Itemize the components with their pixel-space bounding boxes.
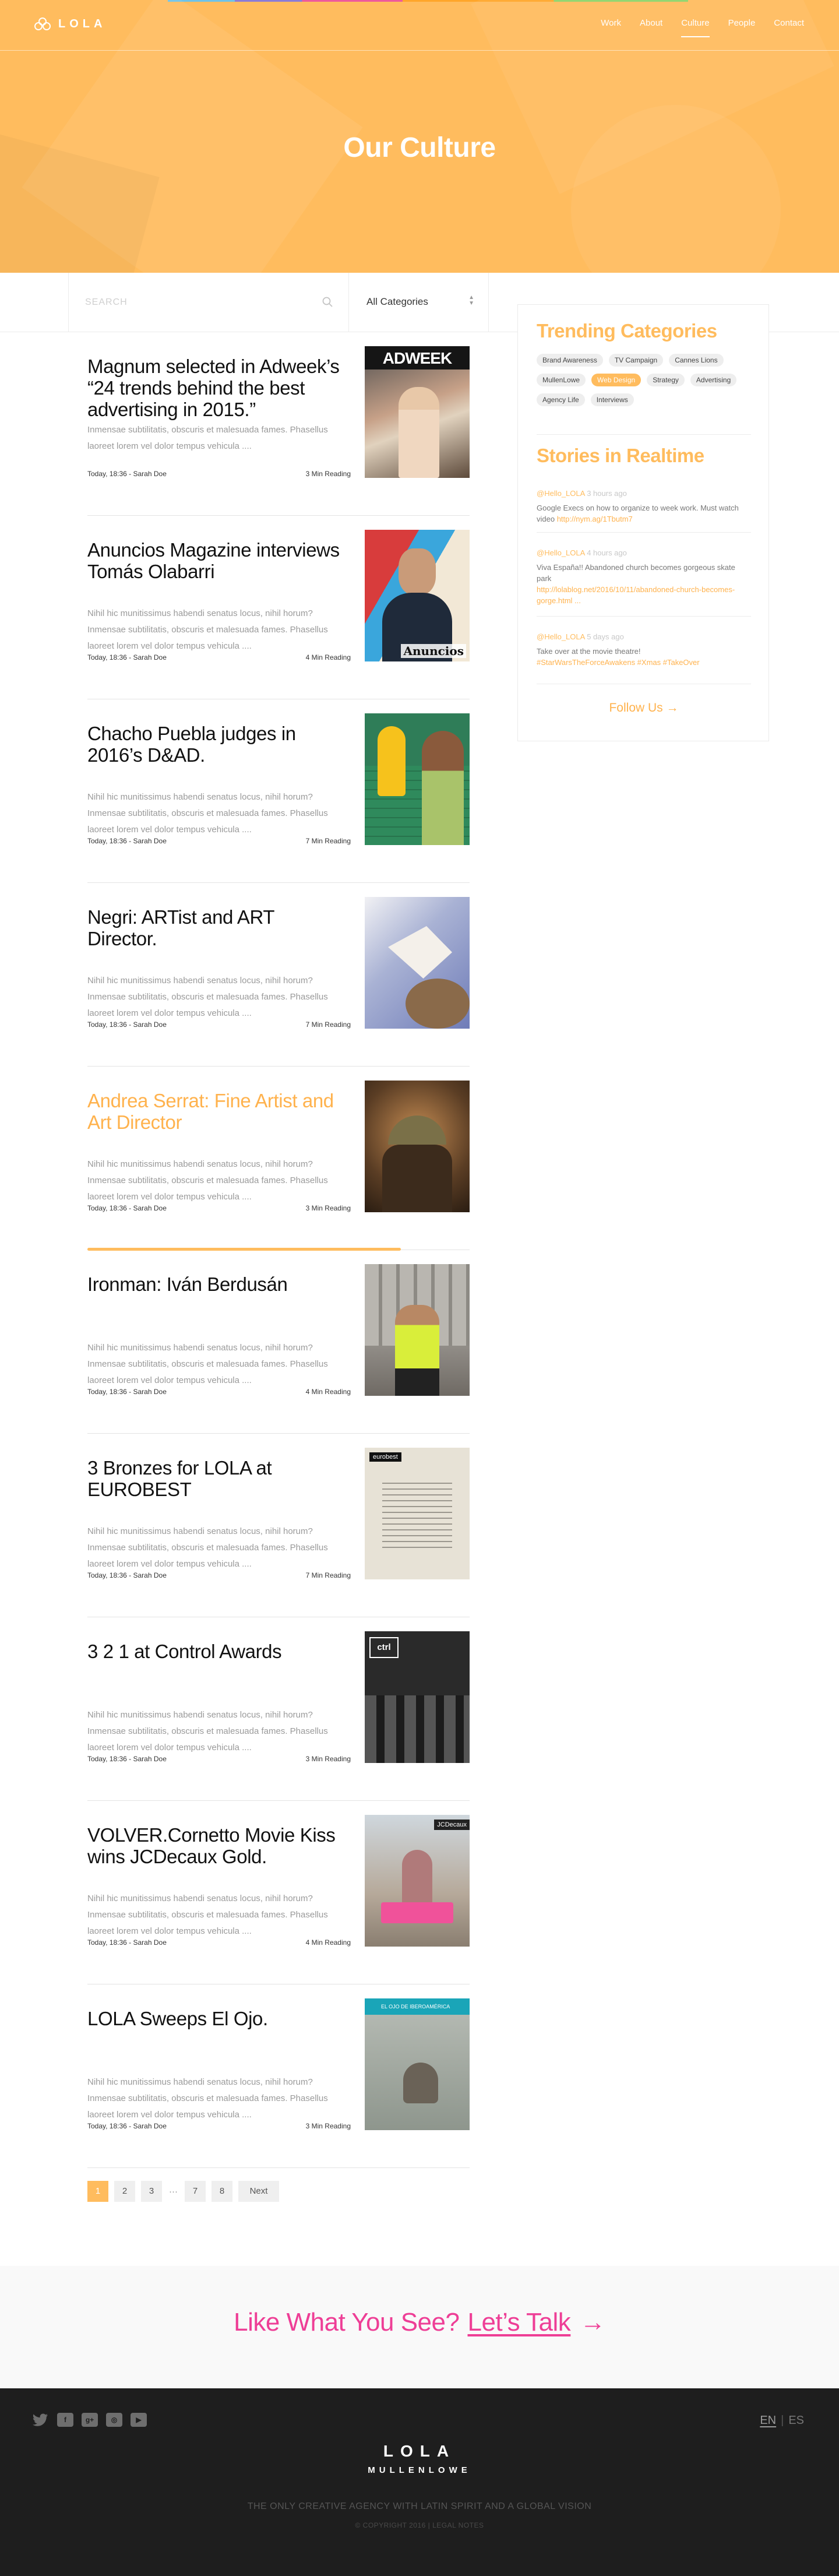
search-input[interactable] bbox=[85, 294, 318, 311]
tag-web-design[interactable]: Web Design bbox=[591, 374, 641, 386]
story-time: 4 hours ago bbox=[587, 548, 627, 557]
lola-logo-icon bbox=[34, 16, 51, 31]
tag-advertising[interactable]: Advertising bbox=[690, 374, 736, 386]
article-list bbox=[87, 332, 470, 2168]
article-thumbnail[interactable] bbox=[365, 1081, 470, 1212]
article-excerpt: Nihil hic munitissimus habendi senatus locus, nihil horum? Inmensae subtilitatis, obscuris et malesuada fames. Phasellus laoreet lorem vel dolor tempus vehicula .... bbox=[87, 1526, 328, 1569]
cta-headline bbox=[0, 2308, 839, 2337]
article-item[interactable] bbox=[87, 699, 470, 883]
thumbnail-label: ADWEEK bbox=[365, 346, 470, 369]
article-excerpt: Nihil hic munitissimus habendi senatus locus, nihil horum? Inmensae subtilitatis, obscuris et malesuada fames. Phasellus laoreet lorem vel dolor tempus vehicula .... bbox=[87, 1710, 328, 1752]
story-link[interactable]: http://nym.ag/1Tbutm7 bbox=[556, 515, 633, 523]
thumbnail-figure bbox=[381, 1902, 453, 1923]
site-logo[interactable] bbox=[34, 16, 106, 31]
lang-es[interactable]: ES bbox=[788, 2414, 804, 2427]
hero-banner bbox=[0, 0, 839, 273]
article-excerpt: Nihil hic munitissimus habendi senatus locus, nihil horum? Inmensae subtilitatis, obscuris et malesuada fames. Phasellus laoreet lorem vel dolor tempus vehicula .... bbox=[87, 976, 328, 1018]
story-item bbox=[537, 631, 751, 668]
nav-item-people[interactable]: People bbox=[728, 18, 756, 28]
story-time: 3 hours ago bbox=[587, 489, 627, 498]
thumbnail-label: EL OJO DE IBEROAMÉRICA bbox=[365, 1998, 470, 2015]
google-plus-icon[interactable]: g+ bbox=[82, 2413, 98, 2427]
youtube-icon[interactable]: ▶ bbox=[131, 2413, 147, 2427]
sidebar-divider bbox=[537, 616, 751, 617]
article-reading-time: 7 Min Reading bbox=[305, 1571, 351, 1579]
story-time: 5 days ago bbox=[587, 632, 624, 641]
story-text: Google Execs on how to organize to week work. Must watch video bbox=[537, 504, 739, 523]
thumbnail-figure bbox=[406, 979, 470, 1029]
article-title[interactable]: Magnum selected in Adweek’s “24 trends behind the best advertising in 2015.” bbox=[87, 356, 340, 420]
article-item-active[interactable] bbox=[87, 1067, 470, 1250]
article-title[interactable]: 3 2 1 at Control Awards bbox=[87, 1641, 282, 1662]
story-item bbox=[537, 547, 751, 606]
article-item[interactable] bbox=[87, 516, 470, 699]
story-item bbox=[537, 488, 751, 525]
pagination bbox=[87, 2181, 279, 2202]
footer-copyright[interactable]: © COPYRIGHT 2016 | LEGAL NOTES bbox=[355, 2521, 484, 2529]
select-arrows-icon: ▲ ▼ bbox=[468, 294, 474, 307]
next-page-button[interactable]: Next bbox=[238, 2181, 279, 2202]
thumbnail-label: Anuncios bbox=[401, 644, 466, 658]
stories-realtime-heading: Stories in Realtime bbox=[537, 445, 704, 466]
tag-strategy[interactable]: Strategy bbox=[647, 374, 685, 386]
article-title[interactable]: Andrea Serrat: Fine Artist and Art Director bbox=[87, 1090, 334, 1133]
article-meta: Today, 18:36 - Sarah Doe bbox=[87, 1571, 167, 1579]
article-excerpt: Nihil hic munitissimus habendi senatus locus, nihil horum? Inmensae subtilitatis, obscuris et malesuada fames. Phasellus laoreet lorem vel dolor tempus vehicula .... bbox=[87, 2077, 328, 2120]
instagram-icon[interactable]: ◎ bbox=[106, 2413, 122, 2427]
pagination-ellipsis: ··· bbox=[169, 2186, 178, 2197]
article-excerpt: Inmensae subtilitatis, obscuris et malesuada fames. Phasellus laoreet lorem vel dolor tempus vehicula .... bbox=[87, 425, 328, 451]
article-item[interactable] bbox=[87, 332, 470, 516]
arrow-right-icon: → bbox=[666, 701, 679, 715]
story-link[interactable]: http://lolablog.net/2016/10/11/abandoned-church-becomes-gorge.html ... bbox=[537, 585, 735, 605]
tag-mullenlowe[interactable]: MullenLowe bbox=[537, 374, 586, 386]
article-excerpt: Nihil hic munitissimus habendi senatus locus, nihil horum? Inmensae subtilitatis, obscuris et malesuada fames. Phasellus laoreet lorem vel dolor tempus vehicula .... bbox=[87, 1159, 328, 1202]
article-title[interactable]: Negri: ARTist and ART Director. bbox=[87, 906, 274, 949]
thumbnail-label: eurobest bbox=[369, 1452, 401, 1462]
thumbnail-figure bbox=[399, 387, 439, 478]
trending-categories-heading: Trending Categories bbox=[537, 320, 717, 342]
tag-interviews[interactable]: Interviews bbox=[591, 393, 634, 406]
article-meta: Today, 18:36 - Sarah Doe bbox=[87, 1938, 167, 1947]
thumbnail-figure bbox=[403, 2063, 438, 2103]
arrow-right-icon[interactable]: → bbox=[580, 2308, 605, 2336]
thumbnail-figure bbox=[365, 1695, 470, 1763]
article-excerpt: Nihil hic munitissimus habendi senatus locus, nihil horum? Inmensae subtilitatis, obscuris et malesuada fames. Phasellus laoreet lorem vel dolor tempus vehicula .... bbox=[87, 1894, 328, 1936]
article-item[interactable] bbox=[87, 1434, 470, 1617]
article-item[interactable] bbox=[87, 1250, 470, 1434]
language-switcher bbox=[760, 2414, 804, 2427]
article-reading-time: 3 Min Reading bbox=[305, 2122, 351, 2130]
article-reading-time: 7 Min Reading bbox=[305, 837, 351, 845]
tag-tv-campaign[interactable]: TV Campaign bbox=[609, 354, 663, 367]
thumbnail-label: JCDecaux bbox=[434, 1820, 470, 1830]
thumbnail-figure bbox=[382, 1483, 452, 1553]
thumbnail-figure bbox=[399, 548, 436, 595]
article-reading-time: 4 Min Reading bbox=[305, 1388, 351, 1396]
article-excerpt: Nihil hic munitissimus habendi senatus locus, nihil horum? Inmensae subtilitatis, obscuris et malesuada fames. Phasellus laoreet lorem vel dolor tempus vehicula .... bbox=[87, 792, 328, 835]
story-handle[interactable]: @Hello_LOLA bbox=[537, 489, 585, 498]
category-tags bbox=[537, 354, 758, 406]
search-box bbox=[68, 273, 349, 332]
article-thumbnail[interactable] bbox=[365, 1998, 470, 2130]
article-excerpt: Nihil hic munitissimus habendi senatus locus, nihil horum? Inmensae subtilitatis, obscuris et malesuada fames. Phasellus laoreet lorem vel dolor tempus vehicula .... bbox=[87, 608, 328, 651]
article-reading-time: 3 Min Reading bbox=[305, 1204, 351, 1212]
article-reading-time: 7 Min Reading bbox=[305, 1020, 351, 1029]
site-footer bbox=[0, 2388, 839, 2576]
article-meta: Today, 18:36 - Sarah Doe bbox=[87, 653, 167, 661]
sidebar-divider bbox=[537, 434, 751, 435]
article-thumbnail[interactable] bbox=[365, 1815, 470, 1947]
article-thumbnail[interactable] bbox=[365, 1631, 470, 1763]
article-thumbnail[interactable] bbox=[365, 713, 470, 845]
article-meta: Today, 18:36 - Sarah Doe bbox=[87, 1755, 167, 1763]
story-text: Viva España!! Abandoned church becomes gorgeous skate park bbox=[537, 563, 735, 583]
article-thumbnail[interactable] bbox=[365, 530, 470, 661]
category-select[interactable] bbox=[349, 273, 489, 332]
nav-item-work[interactable]: Work bbox=[601, 18, 622, 28]
thumbnail-figure bbox=[388, 1115, 446, 1145]
follow-us-link[interactable] bbox=[518, 701, 770, 715]
article-reading-time: 3 Min Reading bbox=[305, 1755, 351, 1763]
page-button-2[interactable]: 2 bbox=[114, 2181, 135, 2202]
follow-us-label: Follow Us bbox=[609, 701, 663, 715]
nav-item-about[interactable]: About bbox=[640, 18, 663, 28]
story-handle[interactable]: @Hello_LOLA bbox=[537, 632, 585, 641]
sidebar-divider bbox=[537, 532, 751, 533]
article-thumbnail[interactable] bbox=[365, 346, 470, 478]
thumbnail-figure bbox=[378, 726, 406, 796]
logo-text: LOLA bbox=[58, 17, 107, 30]
lang-en[interactable]: EN bbox=[760, 2414, 777, 2427]
twitter-icon[interactable] bbox=[33, 2413, 49, 2427]
article-reading-time: 4 Min Reading bbox=[305, 1938, 351, 1947]
thumbnail-figure bbox=[395, 1305, 439, 1396]
article-item[interactable] bbox=[87, 883, 470, 1067]
article-meta: Today, 18:36 - Sarah Doe bbox=[87, 1204, 167, 1212]
thumbnail-figure bbox=[382, 1145, 452, 1212]
article-reading-time: 4 Min Reading bbox=[305, 653, 351, 661]
footer-sublogo: MULLENLOWE bbox=[368, 2465, 471, 2475]
tag-brand-awareness[interactable]: Brand Awareness bbox=[537, 354, 603, 367]
page-button-3[interactable]: 3 bbox=[141, 2181, 162, 2202]
page-button-7[interactable]: 7 bbox=[185, 2181, 206, 2202]
facebook-icon[interactable]: f bbox=[57, 2413, 73, 2427]
search-icon[interactable] bbox=[322, 296, 333, 308]
nav-item-contact[interactable]: Contact bbox=[774, 18, 804, 28]
article-title[interactable]: Chacho Puebla judges in 2016’s D&AD. bbox=[87, 723, 296, 766]
lets-talk-link[interactable]: Let’s Talk bbox=[467, 2308, 571, 2336]
article-item[interactable] bbox=[87, 1617, 470, 1801]
footer-logo[interactable]: LOLA bbox=[383, 2442, 456, 2460]
lang-separator: | bbox=[781, 2414, 784, 2427]
article-title[interactable]: VOLVER.Cornetto Movie Kiss wins JCDecaux Gold. bbox=[87, 1824, 336, 1867]
footer-tagline: THE ONLY CREATIVE AGENCY WITH LATIN SPIRIT AND A GLOBAL VISION bbox=[247, 2501, 592, 2511]
sidebar bbox=[517, 304, 769, 741]
page-title: Our Culture bbox=[343, 132, 496, 163]
article-title[interactable]: 3 Bronzes for LOLA at EUROBEST bbox=[87, 1457, 272, 1500]
story-text: Take over at the movie theatre! bbox=[537, 647, 641, 656]
main-nav bbox=[601, 18, 804, 37]
nav-divider bbox=[0, 50, 839, 51]
category-selected-value: All Categories bbox=[366, 296, 428, 307]
thumbnail-figure bbox=[388, 926, 452, 979]
article-meta: Today, 18:36 - Sarah Doe bbox=[87, 837, 167, 845]
story-handle[interactable]: @Hello_LOLA bbox=[537, 548, 585, 557]
article-thumbnail[interactable] bbox=[365, 1264, 470, 1396]
social-links bbox=[33, 2413, 147, 2427]
article-thumbnail[interactable] bbox=[365, 1448, 470, 1579]
article-reading-time: 3 Min Reading bbox=[305, 470, 351, 478]
nav-item-culture[interactable]: Culture bbox=[681, 18, 709, 37]
cta-section bbox=[0, 2266, 839, 2388]
article-meta: Today, 18:36 - Sarah Doe bbox=[87, 1388, 167, 1396]
tag-cannes-lions[interactable]: Cannes Lions bbox=[669, 354, 723, 367]
page-button-1[interactable]: 1 bbox=[87, 2181, 108, 2202]
thumbnail-figure bbox=[422, 731, 464, 845]
article-item[interactable] bbox=[87, 1984, 470, 2168]
article-meta: Today, 18:36 - Sarah Doe bbox=[87, 1020, 167, 1029]
article-excerpt: Nihil hic munitissimus habendi senatus locus, nihil horum? Inmensae subtilitatis, obscuris et malesuada fames. Phasellus laoreet lorem vel dolor tempus vehicula .... bbox=[87, 1343, 328, 1385]
article-item[interactable] bbox=[87, 1801, 470, 1984]
thumbnail-label: ctrl bbox=[369, 1637, 399, 1658]
article-thumbnail[interactable] bbox=[365, 897, 470, 1029]
article-meta: Today, 18:36 - Sarah Doe bbox=[87, 470, 167, 478]
article-title[interactable]: Anuncios Magazine interviews Tomás Olabarri bbox=[87, 539, 340, 582]
page-button-8[interactable]: 8 bbox=[211, 2181, 232, 2202]
story-link[interactable]: #StarWarsTheForceAwakens #Xmas #TakeOver bbox=[537, 658, 700, 667]
cta-text: Like What You See? bbox=[234, 2308, 460, 2336]
article-meta: Today, 18:36 - Sarah Doe bbox=[87, 2122, 167, 2130]
article-title[interactable]: LOLA Sweeps El Ojo. bbox=[87, 2008, 268, 2029]
tag-agency-life[interactable]: Agency Life bbox=[537, 393, 585, 406]
article-title[interactable]: Ironman: Iván Berdusán bbox=[87, 1273, 288, 1295]
